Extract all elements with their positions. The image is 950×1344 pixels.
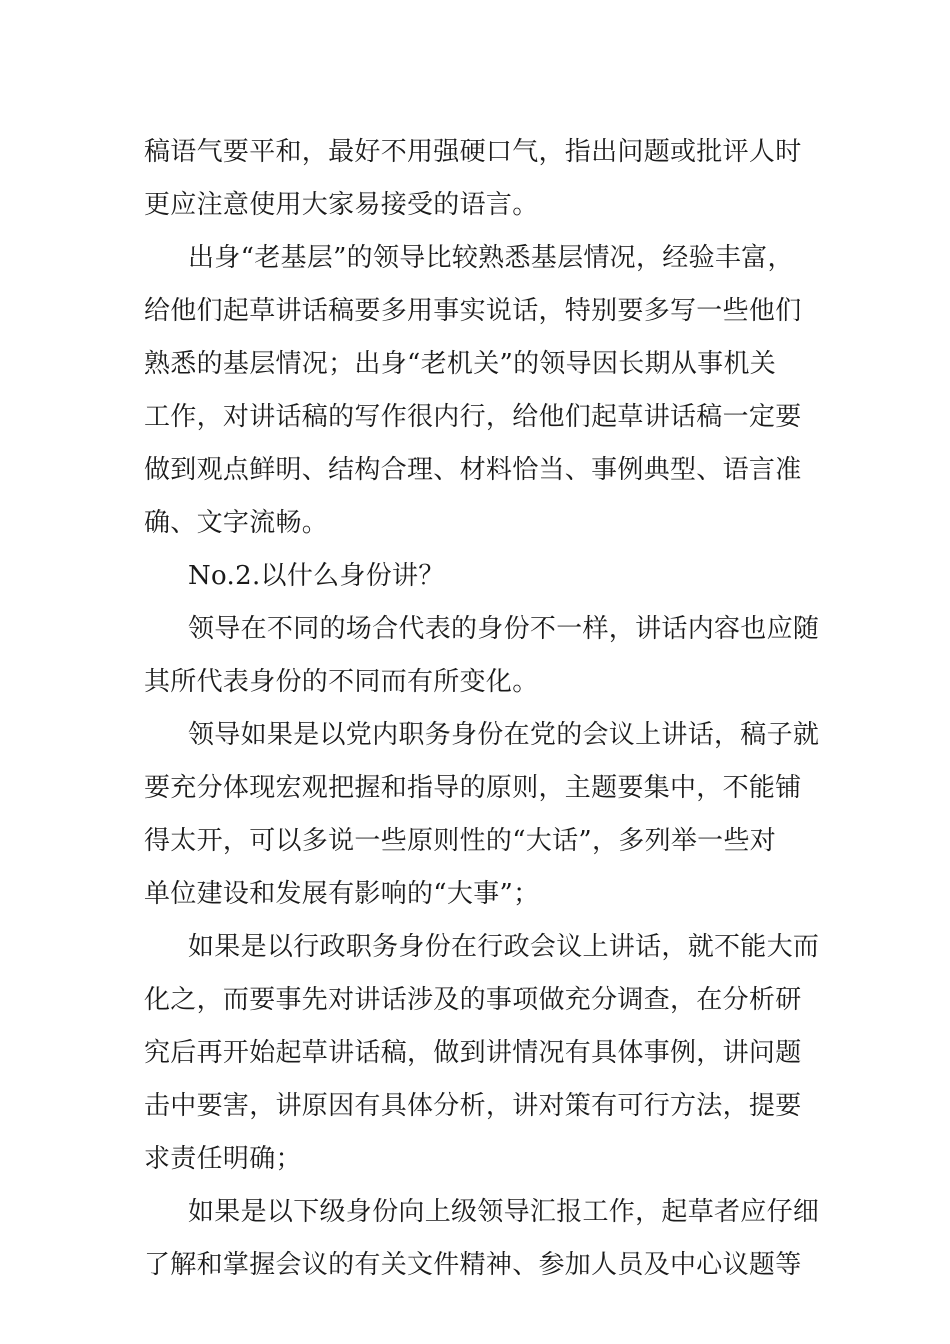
text-line: 其所代表身份的不同而有所变化。 [144,667,539,697]
text-line: 确、文字流畅。 [144,508,329,538]
text-line: 击中要害，讲原因有具体分析，讲对策有可行方法，提要 [144,1091,802,1121]
paragraph-start-line: 出身“老基层”的领导比较熟悉基层情况，经验丰富， [188,243,794,273]
text-line: 得太开，可以多说一些原则性的“大话”，多列举一些对 [144,826,777,856]
text-line: 求责任明确； [144,1144,302,1174]
text-line: 究后再开始起草讲话稿，做到讲情况有具体事例，讲问题 [144,1038,802,1068]
text-line: 熟悉的基层情况；出身“老机关”的领导因长期从事机关 [144,349,777,379]
document-body [144,126,820,1292]
text-line: 了解和掌握会议的有关文件精神、参加人员及中心议题等 [144,1250,802,1280]
text-line: 单位建设和发展有影响的“大事”； [144,879,540,909]
text-line: 要充分体现宏观把握和指导的原则，主题要集中，不能铺 [144,773,802,803]
section-heading: No.2.以什么身份讲？ [188,561,445,591]
text-line: 稿语气要平和，最好不用强硬口气，指出问题或批评人时 [144,137,802,167]
text-line: 化之，而要事先对讲话涉及的事项做充分调查，在分析研 [144,985,802,1015]
text-line: 做到观点鲜明、结构合理、材料恰当、事例典型、语言准 [144,455,802,485]
text-line: 给他们起草讲话稿要多用事实说话，特别要多写一些他们 [144,296,802,326]
text-line: 更应注意使用大家易接受的语言。 [144,190,539,220]
text-line: 工作，对讲话稿的写作很内行，给他们起草讲话稿一定要 [144,402,802,432]
paragraph-start-line: 如果是以下级身份向上级领导汇报工作，起草者应仔细 [188,1197,820,1227]
paragraph-start-line: 如果是以行政职务身份在行政会议上讲话，就不能大而 [188,932,820,962]
paragraph-start-line: 领导在不同的场合代表的身份不一样，讲话内容也应随 [188,614,820,644]
paragraph-start-line: 领导如果是以党内职务身份在党的会议上讲话，稿子就 [188,720,820,750]
